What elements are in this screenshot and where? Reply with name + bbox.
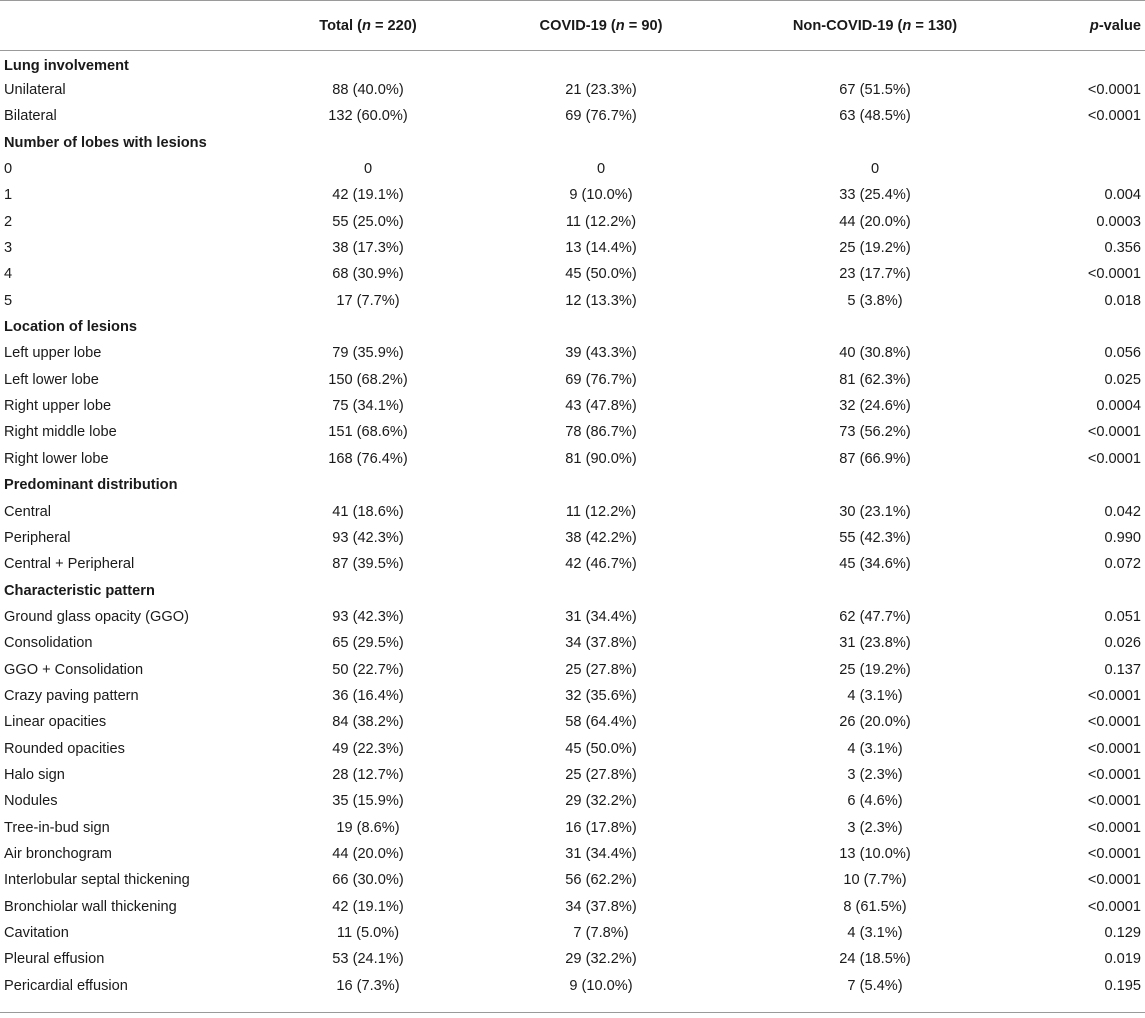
cell-covid: 58 (64.4%): [565, 714, 637, 731]
row-label: 1: [4, 187, 13, 204]
cell-noncovid: 25 (19.2%): [839, 661, 911, 678]
section-row: [0, 577, 1145, 603]
cell-p-value: 0.004: [1104, 187, 1141, 204]
cell-total: 151 (68.6%): [328, 424, 408, 441]
row-label: Pericardial effusion: [4, 977, 128, 994]
cell-p-value: <0.0001: [1087, 108, 1141, 125]
table-row: [0, 103, 1145, 129]
cell-noncovid: 23 (17.7%): [839, 266, 911, 283]
cell-total: 93 (42.3%): [332, 529, 404, 546]
cell-p-value: [1016, 156, 1145, 182]
section-heading: Predominant distribution: [4, 477, 178, 494]
row-label: Rounded opacities: [4, 740, 125, 757]
table-row: [0, 814, 1145, 840]
row-label: Interlobular septal thickening: [4, 872, 190, 889]
cell-p-value: <0.0001: [1087, 82, 1141, 99]
cell-noncovid: 25 (19.2%): [839, 240, 911, 257]
row-label: Bilateral: [4, 108, 57, 125]
cell-noncovid: 73 (56.2%): [839, 424, 911, 441]
cell-noncovid: 24 (18.5%): [839, 951, 911, 968]
table-row: [0, 419, 1145, 445]
cell-noncovid: 33 (25.4%): [839, 187, 911, 204]
cell-total: 79 (35.9%): [332, 345, 404, 362]
cell-covid: 11 (12.2%): [565, 213, 637, 230]
cell-covid: 21 (23.3%): [565, 82, 637, 99]
table-row: [0, 709, 1145, 735]
table-row: [0, 340, 1145, 366]
cell-total: 42 (19.1%): [332, 187, 404, 204]
table-row: [0, 762, 1145, 788]
cell-total: 16 (7.3%): [336, 977, 400, 994]
table-row: [0, 182, 1145, 208]
cell-total: 17 (7.7%): [336, 292, 400, 309]
cell-p-value: 0.019: [1104, 951, 1141, 968]
cell-noncovid: 8 (61.5%): [843, 898, 907, 915]
table-body: [0, 51, 1145, 999]
row-label: Cavitation: [4, 925, 69, 942]
row-label: GGO + Consolidation: [4, 661, 144, 678]
cell-p-value: <0.0001: [1087, 819, 1141, 836]
cell-noncovid: 3 (2.3%): [847, 766, 903, 783]
row-label: Unilateral: [4, 82, 66, 99]
cell-noncovid: 0: [870, 161, 880, 178]
cell-p-value: <0.0001: [1087, 898, 1141, 915]
cell-total: 28 (12.7%): [332, 766, 404, 783]
cell-total: 88 (40.0%): [332, 82, 404, 99]
table-bottom-rule: [0, 1012, 1145, 1013]
cell-covid: 7 (7.8%): [573, 925, 629, 942]
cell-total: 44 (20.0%): [332, 845, 404, 862]
table-row: [0, 156, 1145, 182]
row-label: Air bronchogram: [4, 845, 112, 862]
row-label: Peripheral: [4, 529, 71, 546]
row-label: Central + Peripheral: [4, 556, 135, 573]
cell-total: 68 (30.9%): [332, 266, 404, 283]
row-label: 4: [4, 266, 13, 283]
cell-noncovid: 67 (51.5%): [839, 82, 911, 99]
table-row: [0, 498, 1145, 524]
row-label: 3: [4, 240, 13, 257]
cell-noncovid: 4 (3.1%): [847, 925, 903, 942]
row-label: Left lower lobe: [4, 371, 99, 388]
row-label: Right upper lobe: [4, 398, 112, 415]
cell-covid: 69 (76.7%): [565, 108, 637, 125]
cell-noncovid: 40 (30.8%): [839, 345, 911, 362]
table-row: [0, 894, 1145, 920]
table-row: [0, 735, 1145, 761]
cell-total: 50 (22.7%): [332, 661, 404, 678]
cell-total: 11 (5.0%): [336, 925, 400, 942]
cell-p-value: 0.018: [1104, 292, 1141, 309]
cell-noncovid: 30 (23.1%): [839, 503, 911, 520]
section-row: [0, 51, 1145, 77]
cell-p-value: 0.0003: [1096, 213, 1141, 230]
cell-noncovid: 13 (10.0%): [839, 845, 911, 862]
cell-noncovid: 55 (42.3%): [839, 529, 911, 546]
cell-noncovid: 5 (3.8%): [847, 292, 903, 309]
cell-p-value: 0.026: [1104, 635, 1141, 652]
row-label: Crazy paving pattern: [4, 687, 139, 704]
section-row: [0, 130, 1145, 156]
cell-total: 53 (24.1%): [332, 951, 404, 968]
cell-p-value: <0.0001: [1087, 687, 1141, 704]
cell-covid: 43 (47.8%): [565, 398, 637, 415]
cell-noncovid: 81 (62.3%): [839, 371, 911, 388]
cell-covid: 9 (10.0%): [569, 977, 633, 994]
header-p-value: p-value: [1016, 1, 1145, 51]
table-row: [0, 235, 1145, 261]
cell-p-value: <0.0001: [1087, 793, 1141, 810]
section-heading: Characteristic pattern: [4, 582, 155, 599]
cell-covid: 29 (32.2%): [565, 793, 637, 810]
cell-total: 132 (60.0%): [328, 108, 408, 125]
cell-p-value: <0.0001: [1087, 714, 1141, 731]
row-label: Central: [4, 503, 52, 520]
table-row: [0, 656, 1145, 682]
row-label: Ground glass opacity (GGO): [4, 608, 189, 625]
row-label: Consolidation: [4, 635, 93, 652]
table-row: [0, 261, 1145, 287]
cell-p-value: <0.0001: [1087, 450, 1141, 467]
header-variable: [0, 1, 268, 51]
section-heading: Number of lobes with lesions: [4, 134, 207, 151]
cell-total: 87 (39.5%): [332, 556, 404, 573]
cell-covid: 25 (27.8%): [565, 766, 637, 783]
cell-noncovid: 10 (7.7%): [843, 872, 907, 889]
table-row: [0, 393, 1145, 419]
cell-covid: 16 (17.8%): [565, 819, 637, 836]
cell-total: 42 (19.1%): [332, 898, 404, 915]
row-label: Right middle lobe: [4, 424, 117, 441]
cell-covid: 81 (90.0%): [565, 450, 637, 467]
cell-covid: 25 (27.8%): [565, 661, 637, 678]
table-row: [0, 288, 1145, 314]
cell-total: 93 (42.3%): [332, 608, 404, 625]
row-label: Linear opacities: [4, 714, 107, 731]
cell-noncovid: 44 (20.0%): [839, 213, 911, 230]
cell-covid: 11 (12.2%): [565, 503, 637, 520]
cell-p-value: 0.129: [1104, 925, 1141, 942]
cell-total: 38 (17.3%): [332, 240, 404, 257]
header-total: Total (n = 220): [268, 1, 468, 51]
row-label: Bronchiolar wall thickening: [4, 898, 177, 915]
row-label: 2: [4, 213, 13, 230]
cell-p-value: <0.0001: [1087, 424, 1141, 441]
cell-noncovid: 45 (34.6%): [839, 556, 911, 573]
section-row: [0, 314, 1145, 340]
cell-p-value: 0.137: [1104, 661, 1141, 678]
cell-p-value: 0.051: [1104, 608, 1141, 625]
section-heading: Location of lesions: [4, 319, 137, 336]
cell-p-value: 0.042: [1104, 503, 1141, 520]
cell-total: 36 (16.4%): [332, 687, 404, 704]
cell-covid: 69 (76.7%): [565, 371, 637, 388]
cell-p-value: 0.0004: [1096, 398, 1141, 415]
table-header: [0, 1, 1145, 51]
table-row: [0, 946, 1145, 972]
cell-noncovid: 4 (3.1%): [847, 740, 903, 757]
cell-p-value: 0.195: [1104, 977, 1141, 994]
cell-covid: 13 (14.4%): [565, 240, 637, 257]
cell-covid: 34 (37.8%): [565, 898, 637, 915]
cell-total: 168 (76.4%): [328, 450, 408, 467]
cell-p-value: 0.072: [1104, 556, 1141, 573]
table-row: [0, 367, 1145, 393]
cell-noncovid: 6 (4.6%): [847, 793, 903, 810]
cell-covid: 29 (32.2%): [565, 951, 637, 968]
cell-total: 49 (22.3%): [332, 740, 404, 757]
cell-covid: 39 (43.3%): [565, 345, 637, 362]
cell-p-value: 0.025: [1104, 371, 1141, 388]
cell-p-value: <0.0001: [1087, 766, 1141, 783]
row-label: 5: [4, 292, 13, 309]
cell-noncovid: 7 (5.4%): [847, 977, 903, 994]
cell-p-value: 0.056: [1104, 345, 1141, 362]
cell-covid: 0: [596, 161, 606, 178]
table-row: [0, 788, 1145, 814]
cell-total: 19 (8.6%): [336, 819, 400, 836]
cell-total: 75 (34.1%): [332, 398, 404, 415]
cell-noncovid: 3 (2.3%): [847, 819, 903, 836]
cell-covid: 9 (10.0%): [569, 187, 633, 204]
cell-noncovid: 32 (24.6%): [839, 398, 911, 415]
cell-total: 0: [363, 161, 373, 178]
cell-covid: 12 (13.3%): [565, 292, 637, 309]
cell-p-value: <0.0001: [1087, 845, 1141, 862]
cell-p-value: <0.0001: [1087, 266, 1141, 283]
table-row: [0, 841, 1145, 867]
cell-p-value: 0.990: [1104, 529, 1141, 546]
cell-total: 35 (15.9%): [332, 793, 404, 810]
row-label: Right lower lobe: [4, 450, 109, 467]
header-noncovid: Non-COVID-19 (n = 130): [734, 1, 1016, 51]
table-row: [0, 209, 1145, 235]
cell-p-value: <0.0001: [1087, 740, 1141, 757]
section-row: [0, 472, 1145, 498]
cell-covid: 45 (50.0%): [565, 740, 637, 757]
row-label: 0: [4, 161, 13, 178]
cell-noncovid: 62 (47.7%): [839, 608, 911, 625]
table-row: [0, 446, 1145, 472]
table-row: [0, 920, 1145, 946]
cell-noncovid: 26 (20.0%): [839, 714, 911, 731]
header-covid: COVID-19 (n = 90): [468, 1, 734, 51]
header-row: [0, 1, 1145, 51]
table-row: [0, 525, 1145, 551]
cell-noncovid: 4 (3.1%): [847, 687, 903, 704]
table-row: [0, 77, 1145, 103]
cell-covid: 34 (37.8%): [565, 635, 637, 652]
row-label: Halo sign: [4, 766, 65, 783]
cell-total: 41 (18.6%): [332, 503, 404, 520]
cell-p-value: <0.0001: [1087, 872, 1141, 889]
row-label: Nodules: [4, 793, 58, 810]
cell-covid: 31 (34.4%): [565, 608, 637, 625]
cell-covid: 56 (62.2%): [565, 872, 637, 889]
cell-total: 84 (38.2%): [332, 714, 404, 731]
cell-covid: 45 (50.0%): [565, 266, 637, 283]
cell-total: 65 (29.5%): [332, 635, 404, 652]
table-row: [0, 551, 1145, 577]
table-row: [0, 630, 1145, 656]
cell-total: 150 (68.2%): [328, 371, 408, 388]
section-heading: Lung involvement: [4, 57, 129, 74]
cell-covid: 78 (86.7%): [565, 424, 637, 441]
row-label: Tree-in-bud sign: [4, 819, 110, 836]
cell-covid: 32 (35.6%): [565, 687, 637, 704]
table-row: [0, 973, 1145, 999]
cell-noncovid: 31 (23.8%): [839, 635, 911, 652]
table-row: [0, 867, 1145, 893]
cell-covid: 42 (46.7%): [565, 556, 637, 573]
row-label: Left upper lobe: [4, 345, 102, 362]
row-label: Pleural effusion: [4, 951, 105, 968]
table-row: [0, 683, 1145, 709]
cell-covid: 38 (42.2%): [565, 529, 637, 546]
cell-total: 66 (30.0%): [332, 872, 404, 889]
table-row: [0, 604, 1145, 630]
cell-total: 55 (25.0%): [332, 213, 404, 230]
cell-noncovid: 63 (48.5%): [839, 108, 911, 125]
cell-p-value: 0.356: [1104, 240, 1141, 257]
cell-noncovid: 87 (66.9%): [839, 450, 911, 467]
cell-covid: 31 (34.4%): [565, 845, 637, 862]
